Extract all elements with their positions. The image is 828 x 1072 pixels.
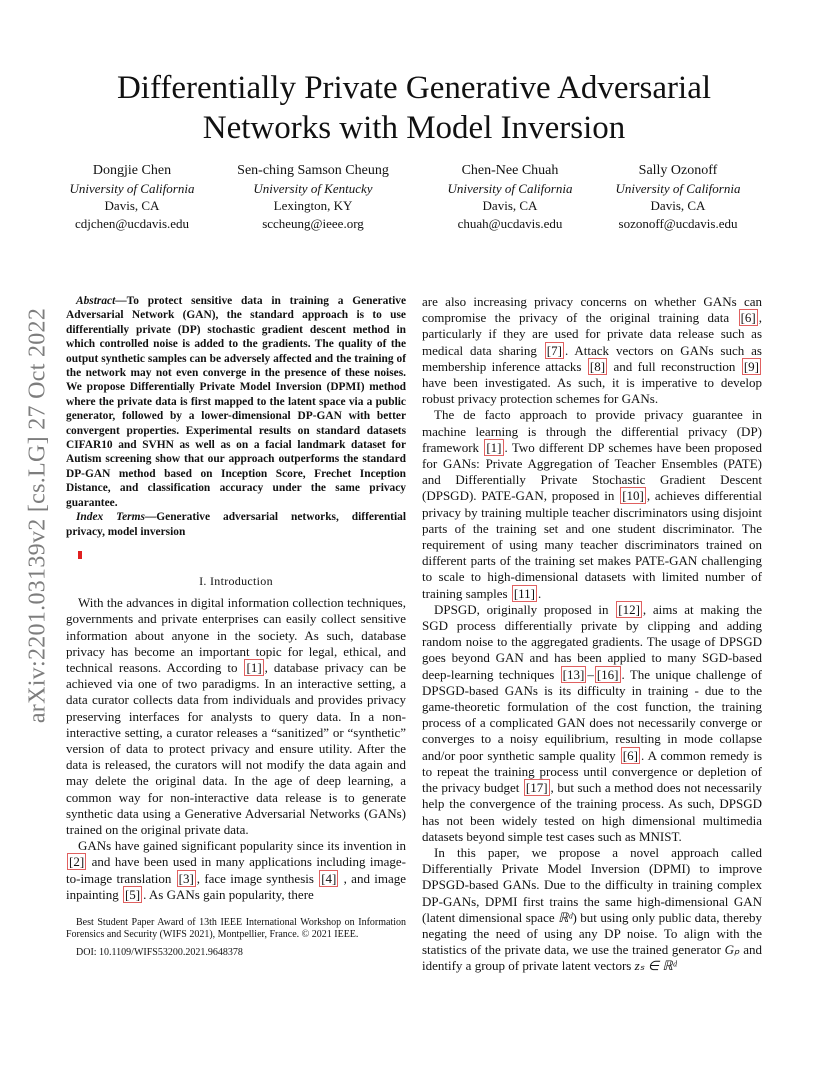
author-block <box>60 162 780 242</box>
author-3 <box>420 162 600 232</box>
abstract-lead: Abstract <box>76 295 116 307</box>
text-run: The de facto approach to provide privacy guarantee in machine learning is through the differential privacy (DP) framework <box>422 407 762 455</box>
text-run: , face image synthesis <box>196 870 319 886</box>
text-run: , database privacy can be achieved via one of two paradigms. In an interactive setting, a data curator collects data from individuals and provides privacy preserving interfaces for analysts to query data. In a non-interactive setting, a curator releases a “sanitized” or “synthetic” version of data to protect privacy and ensure utility. After the data is released, the curators will not modify the data again and may delete the original data. In the age of deep learning, a common way for non-interactive data release is to generate synthetic data using a Generative Adversarial Networks (GANs) trained on the original private data. <box>66 659 407 837</box>
author-2 <box>223 162 403 232</box>
author-4 <box>588 162 768 232</box>
author-name: Chen-Nee Chuah <box>461 163 559 178</box>
text-run: and identify a group of private latent vectors <box>422 942 762 974</box>
citation-link[interactable]: [1] <box>246 659 262 675</box>
citation-link[interactable]: [4] <box>321 870 337 886</box>
author-email: sozonoff@ucdavis.edu <box>618 215 738 231</box>
footnote: Best Student Paper Award of 13th IEEE International Workshop on Information Forensics and Security (WIFS 2021), Montpellier, France. © 2021 IEEE. <box>66 916 406 940</box>
author-1 <box>47 162 217 232</box>
citation-link[interactable]: [5] <box>124 886 141 902</box>
intro-paragraph-4 <box>422 407 762 601</box>
text-run: . Two different DP schemes have been proposed for GANs: Private Aggregation of Teacher Ensembles (PATE) and Differentially Private Stochastic Gradient Descent (DPSGD). PATE-GAN, proposed in <box>422 439 763 504</box>
citation-link[interactable]: [17] <box>525 780 548 796</box>
citation-link[interactable]: [6] <box>740 310 756 326</box>
annotation-marker <box>78 551 82 559</box>
author-location: Davis, CA <box>650 198 706 213</box>
author-name: Dongjie Chen <box>92 163 172 178</box>
author-affiliation: University of California <box>615 180 741 196</box>
text-run: GANs have gained significant popularity since its invention in <box>78 838 406 854</box>
citation-link[interactable]: [12] <box>618 601 640 617</box>
citation-link[interactable]: [11] <box>513 585 536 601</box>
text-run: are also increasing privacy concerns on whether GANs can compromise the privacy of the original training data <box>422 294 762 326</box>
citation-link[interactable]: [3] <box>178 870 194 886</box>
index-terms <box>66 510 406 539</box>
author-name: Sen-ching Samson Cheung <box>237 163 389 178</box>
text-run: DPSGD, originally proposed in <box>434 601 616 617</box>
author-affiliation: University of California <box>69 180 195 196</box>
index-terms-text: —Generative adversarial networks, differential privacy, model inversion <box>66 511 406 538</box>
index-terms-lead: Index Terms <box>76 511 145 524</box>
citation-link[interactable]: [10] <box>622 488 644 504</box>
author-affiliation: University of California <box>447 180 573 196</box>
doi-line: DOI: 10.1109/WIFS53200.2021.9648378 <box>76 946 243 958</box>
citation-link[interactable]: [7] <box>546 342 562 358</box>
text-run: . The unique challenge of DPSGD-based GANs is its difficulty in training - due to the game-theoretic formulation of the cost function, the training process of a complicated GAN does not necessarily converge or converges to a noisy equilibrium, resulting in mode collapse and/or poor synthetic sample quality <box>422 666 762 763</box>
math-symbol: Gₚ <box>724 942 740 958</box>
text-run: – <box>587 666 594 682</box>
author-name: Sally Ozonoff <box>638 163 718 178</box>
citation-link[interactable]: [8] <box>589 358 606 374</box>
text-run: . <box>538 585 542 601</box>
right-column <box>422 294 762 975</box>
text-run: , aims at making the SGD process differentially private by clipping and adding random noise to the aggregated gradients. The usage of DPSGD goes beyond GAN and has been applied to many SGD-based deep-learning techniques <box>422 601 762 682</box>
paper-title: Differentially Private Generative Adversarial Networks with Model Inversion <box>116 70 712 146</box>
intro-paragraph-2 <box>66 838 406 903</box>
abstract <box>66 294 406 510</box>
text-run: , and image inpainting <box>66 870 406 902</box>
citation-link[interactable]: [1] <box>486 439 502 455</box>
text-run: and full reconstruction <box>608 358 741 374</box>
citation-link[interactable]: [6] <box>622 747 638 763</box>
section-heading-introduction: I. Introduction <box>199 573 273 588</box>
intro-paragraph-3 <box>422 294 762 407</box>
text-run: , achieves differential privacy by training multiple teacher discriminators using disjoint parts of the training set and one student discriminator. The requirement of using many teacher discriminators trained on different parts of the training set makes PATE-GAN challenging to scale to high-dimensional datasets with limited number of training samples <box>422 488 763 601</box>
left-column <box>66 294 406 959</box>
text-run: . As GANs gain popularity, there <box>143 886 314 902</box>
text-run: . A common remedy is to repeat the training process until convergence or depletion of the privacy budget <box>422 747 762 796</box>
intro-paragraph-6 <box>422 845 762 975</box>
citation-link[interactable]: [9] <box>743 358 759 374</box>
text-run: , particularly if they are used for private data release such as medical data sharing <box>422 310 762 358</box>
text-run: , but such a method does not necessarily help the convergence of the training process. As such, DPSGD has not been widely tested on high dimensional multimedia datasets beyond simple test cases such as MNIST. <box>422 780 762 844</box>
text-run: and have been used in many applications including image-to-image translation <box>66 854 406 886</box>
text-run: . Attack vectors on GANs such as membership inference attacks <box>422 342 762 374</box>
text-run: In this paper, we propose a novel approach called Differentially Private Model Inversion (DPMI) to improve DPSGD-based GANs. Due to the difficulty in training complex DP-GANs, DPMI first trains the same high-dimensional GAN (latent dimensional space <box>422 844 762 925</box>
intro-paragraph-1 <box>66 595 406 838</box>
arxiv-stamp: arXiv:2201.03139v2 [cs.LG] 27 Oct 2022 <box>24 307 51 724</box>
text-run: With the advances in digital information collection techniques, governments and private enterprises can easily collect sensitive information about anyone in the society. As such, database privacy has become an important topic for legal, ethical, and technical reasons. According to <box>66 595 406 675</box>
citation-link[interactable]: [2] <box>69 854 85 870</box>
author-location: Lexington, KY <box>273 198 353 213</box>
author-location: Davis, CA <box>104 198 160 213</box>
text-run: have been investigated. As such, it is imperative to develop robust privacy protection schemes for GANs. <box>422 375 762 407</box>
author-email: sccheung@ieee.org <box>262 215 364 231</box>
author-email: cdjchen@ucdavis.edu <box>74 215 190 231</box>
abstract-text: —To protect sensitive data in training a Generative Adversarial Network (GAN), the standard approach is to use differentially private (DP) stochastic gradient descent method in which controlled noise is added to the gradients. The quality of the output synthetic samples can be adversely affected and the training of the network may not even converge in the presence of these noises. We propose Differentially Private Model Inversion (DPMI) method where the private data is first mapped to the latent space via a public generator, followed by a lower-dimensional DP-GAN with better convergent properties. Experimental results on standard datasets CIFAR10 and SVHN as well as on a facial landmark dataset for Autism screening show that our approach outperforms the standard DP-GAN method based on Inception Score, Frechet Inception Distance, and classification accuracy under the same privacy guarantee. <box>66 295 406 509</box>
math-symbol: ℝᵈ <box>558 909 573 925</box>
text-run: ) but using only public data, thereby negating the need of using any DP noise. To align with the statistics of the private data, we use the trained generator <box>422 909 762 958</box>
author-email: chuah@ucdavis.edu <box>457 215 563 231</box>
author-affiliation: University of Kentucky <box>253 180 373 196</box>
math-symbol: zₛ ∈ ℝᵈ <box>634 958 677 974</box>
citation-link[interactable]: [16] <box>596 666 619 682</box>
author-location: Davis, CA <box>482 198 538 213</box>
citation-link[interactable]: [13] <box>562 666 585 682</box>
intro-paragraph-5 <box>422 602 762 845</box>
